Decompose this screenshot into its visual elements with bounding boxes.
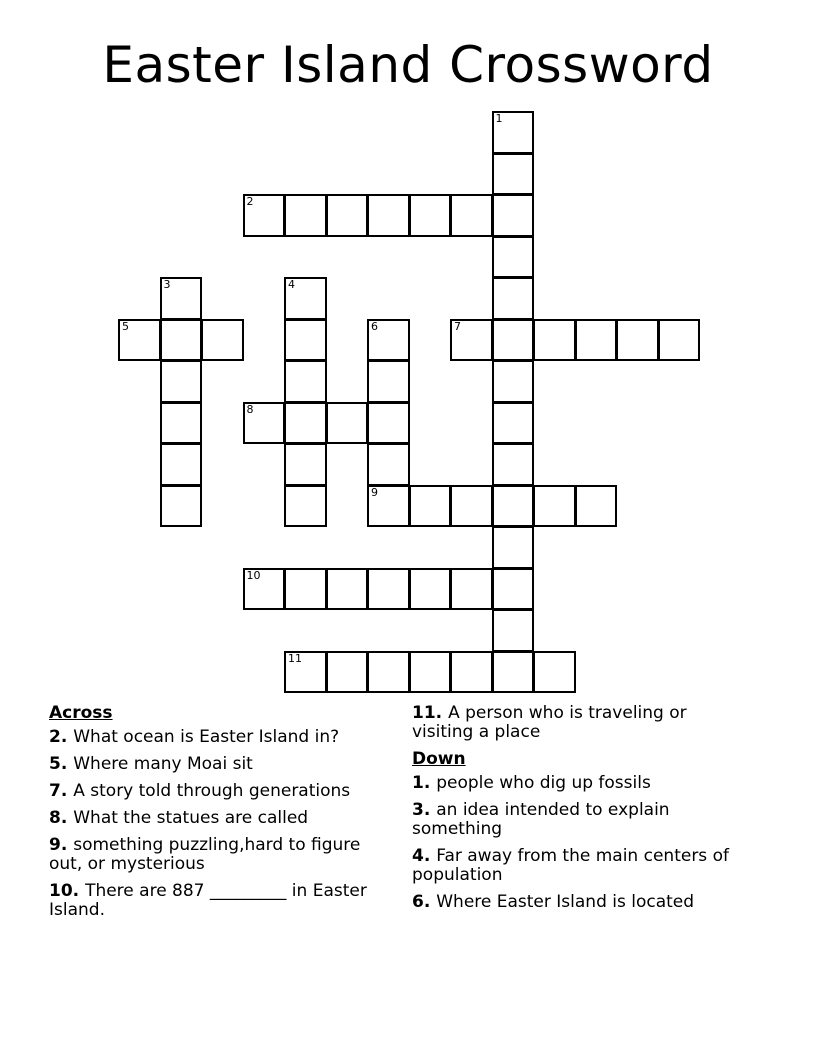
clue-number-dot: . <box>423 846 437 866</box>
clue-number-dot: . <box>72 881 86 901</box>
grid-cell[interactable] <box>409 651 452 694</box>
grid-cell[interactable] <box>492 443 535 486</box>
clue-number: 11 <box>412 703 436 723</box>
grid-cell[interactable] <box>160 277 203 320</box>
clue-number-label: 3 <box>163 278 171 291</box>
grid-cell[interactable] <box>367 568 410 611</box>
grid-cell[interactable] <box>243 568 286 611</box>
clue-text: A person who is traveling or visiting a place <box>412 703 687 742</box>
clue-number-label: 2 <box>246 195 254 208</box>
grid-cell[interactable] <box>492 360 535 403</box>
clue-number: 8 <box>49 808 61 828</box>
down-heading: Down <box>412 749 466 769</box>
grid-cell[interactable] <box>450 194 493 237</box>
clue-number: 9 <box>49 835 61 855</box>
grid-cell[interactable] <box>492 568 535 611</box>
grid-cell[interactable] <box>533 651 576 694</box>
grid-cell[interactable] <box>284 194 327 237</box>
clue-number-dot: . <box>60 781 74 801</box>
clue-number: 7 <box>49 781 61 801</box>
clue-number-dot: . <box>60 754 74 774</box>
grid-cell[interactable] <box>367 651 410 694</box>
grid-cell[interactable] <box>284 402 327 445</box>
grid-cell[interactable] <box>326 651 369 694</box>
grid-cell[interactable] <box>575 485 618 528</box>
clue-number-label: 10 <box>246 568 261 582</box>
clue-number: 10 <box>49 881 73 901</box>
grid-cell[interactable] <box>284 360 327 403</box>
grid-cell[interactable] <box>284 485 327 528</box>
clue-item <box>49 882 389 920</box>
grid-cell[interactable] <box>367 360 410 403</box>
grid-cell[interactable] <box>492 111 535 154</box>
grid-cell[interactable] <box>450 485 493 528</box>
clue-number-dot: . <box>423 773 437 793</box>
clue-number-dot: . <box>423 800 437 820</box>
clue-text: There are 887 _________ in Easter Island. <box>49 881 367 920</box>
grid-cell[interactable] <box>492 153 535 196</box>
clue-item <box>49 782 389 801</box>
grid-cell[interactable] <box>326 568 369 611</box>
clue-text: A story told through generations <box>73 781 351 801</box>
grid-cell[interactable] <box>284 651 327 694</box>
grid-cell[interactable] <box>284 443 327 486</box>
grid-cell[interactable] <box>450 568 493 611</box>
clue-text: What the statues are called <box>73 808 309 828</box>
grid-cell[interactable] <box>533 319 576 362</box>
grid-cell[interactable] <box>450 651 493 694</box>
clue-number-dot: . <box>60 727 74 747</box>
clue-item <box>412 893 752 912</box>
clue-number: 5 <box>49 754 61 774</box>
clue-item <box>49 728 389 747</box>
clues-column-right <box>412 704 752 920</box>
grid-cell[interactable] <box>326 402 369 445</box>
grid-cell[interactable] <box>367 402 410 445</box>
grid-cell[interactable] <box>160 319 203 362</box>
down-clue-list <box>412 774 752 912</box>
grid-cell[interactable] <box>284 319 327 362</box>
grid-cell[interactable] <box>575 319 618 362</box>
clue-number: 4 <box>412 846 424 866</box>
clue-number-label: 4 <box>288 278 295 291</box>
grid-cell[interactable] <box>492 319 535 362</box>
clue-number: 1 <box>412 773 424 793</box>
across-clue-list-continued <box>412 704 752 742</box>
grid-cell[interactable] <box>616 319 659 362</box>
page-title: Easter Island Crossword <box>102 36 714 94</box>
clue-item <box>412 774 752 793</box>
clue-item <box>49 836 389 874</box>
clue-number: 6 <box>412 892 424 912</box>
clue-number-label: 5 <box>122 319 129 333</box>
clue-number-label: 9 <box>371 485 378 499</box>
grid-cell[interactable] <box>492 485 535 528</box>
clue-number-label: 7 <box>454 319 461 333</box>
grid-cell[interactable] <box>201 319 244 362</box>
grid-cell[interactable] <box>160 443 203 486</box>
grid-cell[interactable] <box>160 485 203 528</box>
clue-text: people who dig up fossils <box>436 773 651 793</box>
grid-cell[interactable] <box>243 402 286 445</box>
grid-cell[interactable] <box>492 194 535 237</box>
clue-number-label: 11 <box>288 651 302 665</box>
grid-cell[interactable] <box>409 194 452 237</box>
clue-number-label: 6 <box>371 319 378 333</box>
grid-cell[interactable] <box>492 277 535 320</box>
grid-cell[interactable] <box>367 443 410 486</box>
clue-item <box>49 809 389 828</box>
grid-cell[interactable] <box>284 277 327 320</box>
grid-cell[interactable] <box>284 568 327 611</box>
clue-text: Where Easter Island is located <box>436 892 695 912</box>
grid-cell[interactable] <box>367 194 410 237</box>
across-heading: Across <box>49 703 113 723</box>
grid-cell[interactable] <box>492 526 535 569</box>
grid-cell[interactable] <box>243 194 286 237</box>
grid-cell[interactable] <box>658 319 701 362</box>
grid-cell[interactable] <box>492 651 535 694</box>
clue-item <box>412 704 752 742</box>
grid-cell[interactable] <box>409 485 452 528</box>
clue-number-dot: . <box>435 703 449 723</box>
grid-cell[interactable] <box>492 402 535 445</box>
clues-column-left <box>49 704 389 928</box>
grid-cell[interactable] <box>160 360 203 403</box>
grid-cell[interactable] <box>160 402 203 445</box>
clue-number: 2 <box>49 727 61 747</box>
across-clue-list <box>49 728 389 920</box>
grid-cell[interactable] <box>326 194 369 237</box>
grid-cell[interactable] <box>450 319 493 362</box>
clue-number-dot: . <box>60 808 74 828</box>
clue-text: What ocean is Easter Island in? <box>73 727 340 747</box>
clue-number-dot: . <box>423 892 437 912</box>
clue-number-label: 1 <box>495 112 503 125</box>
clue-item <box>412 801 752 839</box>
grid-cell[interactable] <box>492 609 535 652</box>
grid-cell[interactable] <box>533 485 576 528</box>
clue-text: Where many Moai sit <box>73 754 253 774</box>
clue-text: Far away from the main centers of population <box>412 846 729 885</box>
clue-number: 3 <box>412 800 424 820</box>
grid-cell[interactable] <box>367 319 410 362</box>
grid-cell[interactable] <box>118 319 161 362</box>
grid-cell[interactable] <box>409 568 452 611</box>
clue-number-dot: . <box>60 835 74 855</box>
clue-item <box>412 847 752 885</box>
clue-text: an idea intended to explain something <box>412 800 670 839</box>
clue-number-label: 8 <box>246 402 254 416</box>
grid-cell[interactable] <box>367 485 410 528</box>
clue-item <box>49 755 389 774</box>
clue-text: something puzzling,hard to figure out, or mysterious <box>49 835 361 874</box>
grid-cell[interactable] <box>492 236 535 279</box>
